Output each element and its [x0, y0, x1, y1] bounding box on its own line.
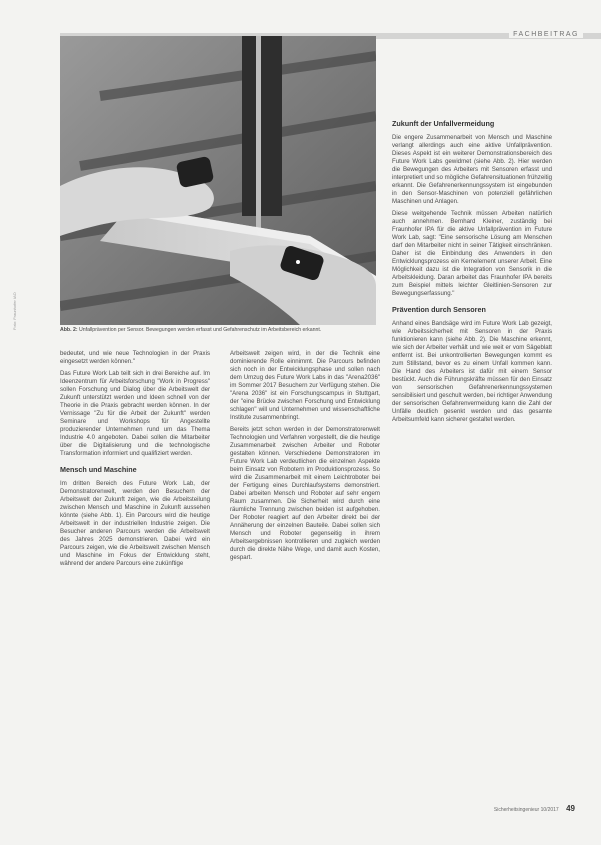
text-column-3	[392, 120, 552, 770]
paragraph: Das Future Work Lab teilt sich in drei Bereiche auf. Im Ideenzentrum für Arbeitsforschung "Work in Progress" sollen Forschung und Dialog über die Arbeitswelt der Zukunft unterstützt werden und Ideen schnell von der Theorie in die Praxis gebracht werden können. In der Vernissage "Zu für die Arbeit der Zukunft" werden Seminare und Workshops für Angestellte produzierender Unternehmen rund um das Thema Industrie 4.0 angeboten. Dabei sollen die Mitarbeiter über die Digitalisierung und die technologische Transformation informiert und qualifiziert werden.	[60, 370, 210, 457]
figure-caption	[60, 327, 376, 334]
paragraph: Die engere Zusammenarbeit von Mensch und Maschine verlangt allerdings auch eine aktive Unfallprävention. Dieses Aspekt ist ein weiterer Demonstrationsbereich des Future Work Labs gewidmet (siehe Abb. 2). Hier werden die Bewegungen des Arbeiters mit Sensoren erfasst und interpretiert und so mögliche Gefahrensituationen frühzeitig erkannt. Die Gefahrenerkennungssystem ist eingebunden in den Sensor-Maschinen von potenziell gefährlichen Maschinen und Anlagen.	[392, 134, 552, 205]
figure-caption-text: Unfallprävention per Sensor. Bewegungen werden erfasst und Gefahrenschutz im Arbeitsbereich erkannt.	[79, 327, 322, 333]
paragraph: Im dritten Bereich des Future Work Lab, der Demonstratorenwelt, werden den Besuchern der Arbeitswelt der Zukunft zeigen, wie die Arbeitsteilung zwischen Mensch und Maschine in Zukunft aussehen könnte (siehe Abb. 1). Ein Parcours wird die heutige Arbeitswelt in der industriellen Industrie zeigen. Die Besucher anderen Parcours werden die Arbeitswelt des Jahres 2025 demonstrieren. Dabei wird ein Parcours zeigen, wie die Arbeitswelt zwischen Mensch und Maschine im Fokus der Entwicklung steht, während der andere Parcours eine zukünftige	[60, 480, 210, 567]
section-heading: Mensch und Maschine	[60, 465, 137, 474]
section-tag: FACHBEITRAG	[509, 31, 583, 38]
paragraph: Anhand eines Bandsäge wird im Future Work Lab gezeigt, wie Arbeitssicherheit mit Sensoren in der Praxis funktionieren kann (siehe Abb. 2). Die Maschine erkennt, wie sich der Arbeiter verhält und wie weit er vom Sägeblatt entfernt ist. Bei unkontrollierten Bewegungen kommt es zum Stillstand, bevor es zu einem Unfall kommen kann. Die Hand des Arbeiters ist dafür mit einem Sensor bestückt. Auch die Führungskräfte müssen für den Einsatz von sensorischen Gefahrenerkennungssystemen sensibilisiert und geschult werden, bei richtiger Anwendung der sensorischen Gefahrenvermeidung kann die Zahl der Unfälle deutlich gesenkt werden und das gesamte Arbeitsumfeld kann sicherer gestaltet werden.	[392, 320, 552, 423]
paragraph: Bereits jetzt schon werden in der Demonstratorenwelt Technologien und Verfahren vorgestellt, die die heutige Zusammenarbeit zwischen Arbeiter und Roboter gestalten können. Verschiedene Demonstratoren im Future Work Lab verdeutlichen die einzelnen Aspekte beim Einsatz von Robotern im Produktionsprozess. So wird die Zusammenarbeit mit einem Leichtroboter bei der Fertigung eines Durchlaufsystems demonstriert. Dabei arbeiten Mensch und Roboter auf sehr engem Raum zusammen. Die Sicherheit wird durch eine räumliche Trennung zwischen beiden ist aufgehoben. Der Roboter reagiert auf den Arbeiter direkt bei der Annäherung der einzelnen Bauteile. Dabei sollen sich Mensch und Roboter gegenseitig in ihrem Arbeitsergebnissen kontrollieren und zugleich werden durch die direkte Nähe Wege, und damit auch Kosten, gespart.	[230, 426, 380, 561]
figure-label: Abb. 2:	[60, 327, 78, 333]
journal-name: Sicherheitsingenieur 10/2017	[493, 807, 559, 813]
bandsaw-photo-illustration	[60, 36, 376, 325]
paragraph: Diese weitgehende Technik müssen Arbeiten natürlich auch annehmen. Bernhard Kleiner, zuständig bei Fraunhofer IPA für die aktive Unfallprävention im Future Work Lab, sagt: "Eine sensorische Lösung am Menschen darf den Mitarbeiter nicht in seiner Tätigkeit einschränken. Daher ist die Einbindung des Anwenders in den Entwicklungsprozess ein Kernelement unserer Arbeit. Eine Möglichkeit dazu ist die Integration von Sensorik in die Arbeitskleidung. Daran arbeitet das Fraunhofer IPA bereits zum Beispiel mittels leichter Gleitlinien-Sensoren zur Bewegungserfassung."	[392, 210, 552, 297]
page-number: 49	[566, 804, 575, 813]
section-heading: Zukunft der Unfallvermeidung	[392, 120, 495, 128]
text-column-2	[230, 350, 380, 770]
text-column-1	[60, 350, 210, 770]
paragraph: Arbeitswelt zeigen wird, in der die Technik eine dominierende Rolle einnimmt. Die Parcours befinden sich noch in der Entwicklungsphase und sollen nach dem Umzug des Future Work Labs in das "Arena2036" im Sommer 2017 Besuchern zur Verfügung stehen. Die "Arena 2036" ist ein Forschungscampus in Stuttgart, der "eine Brücke zwischen Forschung und Entwicklung schlagen" will und Unternehmen und wissenschaftliche Institute zusammenbringt.	[230, 350, 380, 421]
photo-credit: Foto: Fraunhofer IAO	[12, 292, 17, 330]
section-heading: Prävention durch Sensoren	[392, 305, 486, 314]
page-footer	[494, 804, 575, 813]
paragraph: bedeutet, und wie neue Technologien in der Praxis eingesetzt werden können."	[60, 350, 210, 365]
figure-photo	[60, 36, 376, 325]
